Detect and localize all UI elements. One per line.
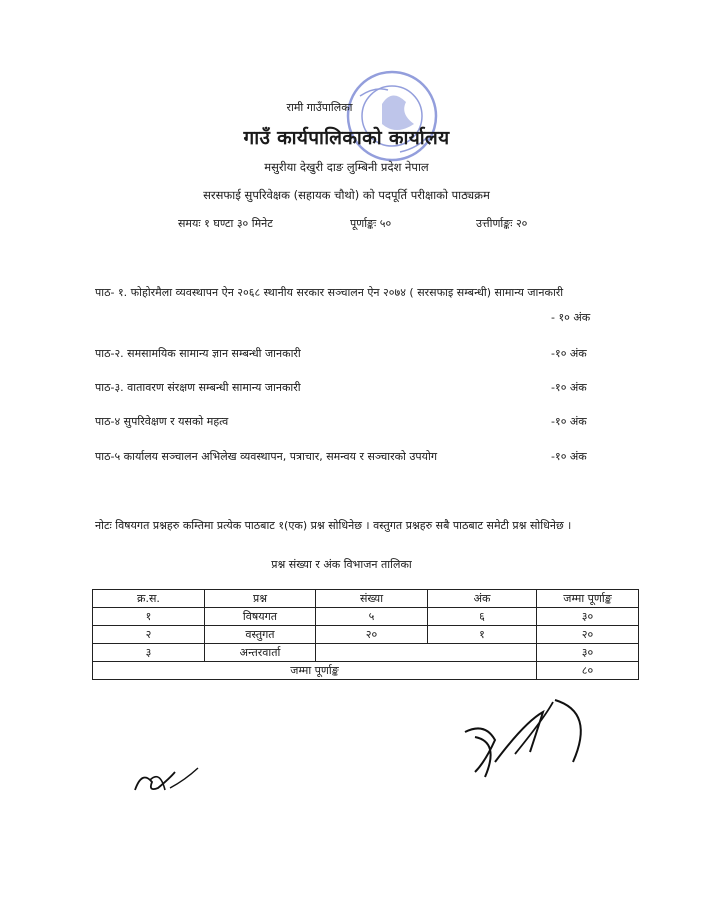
office-title: गाउँ कार्यपालिकाको कार्यालय bbox=[243, 127, 450, 149]
table-cell: १ bbox=[93, 608, 205, 626]
table-cell: ३० bbox=[537, 644, 639, 662]
table-cell: २ bbox=[93, 626, 205, 644]
table-cell: ३० bbox=[537, 608, 639, 626]
lesson-marks: -१० अंक bbox=[551, 347, 587, 360]
lesson-marks: - १० अंक bbox=[551, 311, 591, 324]
table-cell: ३ bbox=[93, 644, 205, 662]
full-marks: पूर्णाङ्कः ५० bbox=[350, 217, 392, 230]
table-header-cell: अंक bbox=[428, 590, 537, 608]
signature-right bbox=[455, 692, 605, 782]
lesson-marks: -१० अंक bbox=[551, 381, 587, 394]
table-header-cell: क्र.स. bbox=[93, 590, 205, 608]
table-caption: प्रश्न संख्या र अंक विभाजन तालिका bbox=[271, 558, 412, 571]
table-cell: ५ bbox=[316, 608, 428, 626]
total-label-cell: जम्मा पूर्णाङ्क bbox=[93, 662, 537, 680]
table-row bbox=[93, 608, 639, 626]
table-total-row bbox=[93, 662, 639, 680]
table-header-cell: प्रश्न bbox=[205, 590, 316, 608]
exam-time: समयः १ घण्टा ३० मिनेट bbox=[178, 217, 273, 230]
lesson-text: पाठ-४ सुपरिवेक्षण र यसको महत्व bbox=[95, 415, 229, 428]
table-header-row bbox=[93, 590, 639, 608]
table-header-cell: जम्मा पूर्णाङ्क bbox=[537, 590, 639, 608]
table-row bbox=[93, 644, 639, 662]
marks-allocation-table bbox=[92, 589, 639, 680]
pass-marks: उत्तीर्णाङ्कः २० bbox=[476, 217, 528, 230]
office-address: मसुरीया देखुरी दाङ लुम्बिनी प्रदेश नेपाल bbox=[264, 160, 429, 174]
total-value-cell: ८० bbox=[537, 662, 639, 680]
table-cell: २० bbox=[537, 626, 639, 644]
lesson-text: पाठ-२. समसामयिक सामान्य ज्ञान सम्बन्धी जानकारी bbox=[95, 347, 301, 360]
table-cell: ६ bbox=[428, 608, 537, 626]
table-cell: विषयगत bbox=[205, 608, 316, 626]
lesson-text: पाठ-५ कार्यालय सञ्चालन अभिलेख व्यवस्थापन, पत्राचार, समन्वय र सञ्चारको उपयोग bbox=[95, 450, 438, 463]
municipality-name: रामी गाउँपालिका bbox=[286, 101, 353, 114]
table-cell: २० bbox=[316, 626, 428, 644]
exam-title: सरसफाई सुपरिवेक्षक (सहायक चौथो) को पदपूर्ति परीक्षाको पाठ्यक्रम bbox=[203, 188, 490, 202]
lesson-text: पाठ-३. वातावरण संरक्षण सम्बन्धी सामान्य जानकारी bbox=[95, 381, 301, 394]
signature-left bbox=[130, 760, 205, 800]
table-cell: वस्तुगत bbox=[205, 626, 316, 644]
office-seal-stamp bbox=[330, 66, 450, 171]
table-row bbox=[93, 626, 639, 644]
lesson-text: पाठ- १. फोहोरमैला व्यवस्थापन ऐन २०६८ स्थानीय सरकार सञ्चालन ऐन २०७४ ( सरसफाइ सम्बन्धी) सामान्य जानकारी bbox=[95, 286, 564, 299]
table-cell: १ bbox=[428, 626, 537, 644]
table-cell bbox=[316, 644, 537, 662]
table-header-cell: संख्या bbox=[316, 590, 428, 608]
note-text: नोटः विषयगत प्रश्नहरु कम्तिमा प्रत्येक पाठबाट १(एक) प्रश्न सोधिनेछ । वस्तुगत प्रश्नहरु सबै पाठबाट समेटी प्रश्न सोधिनेछ । bbox=[95, 519, 572, 532]
lesson-marks: -१० अंक bbox=[551, 450, 587, 463]
table-cell: अन्तरवार्ता bbox=[205, 644, 316, 662]
lesson-marks: -१० अंक bbox=[551, 415, 587, 428]
